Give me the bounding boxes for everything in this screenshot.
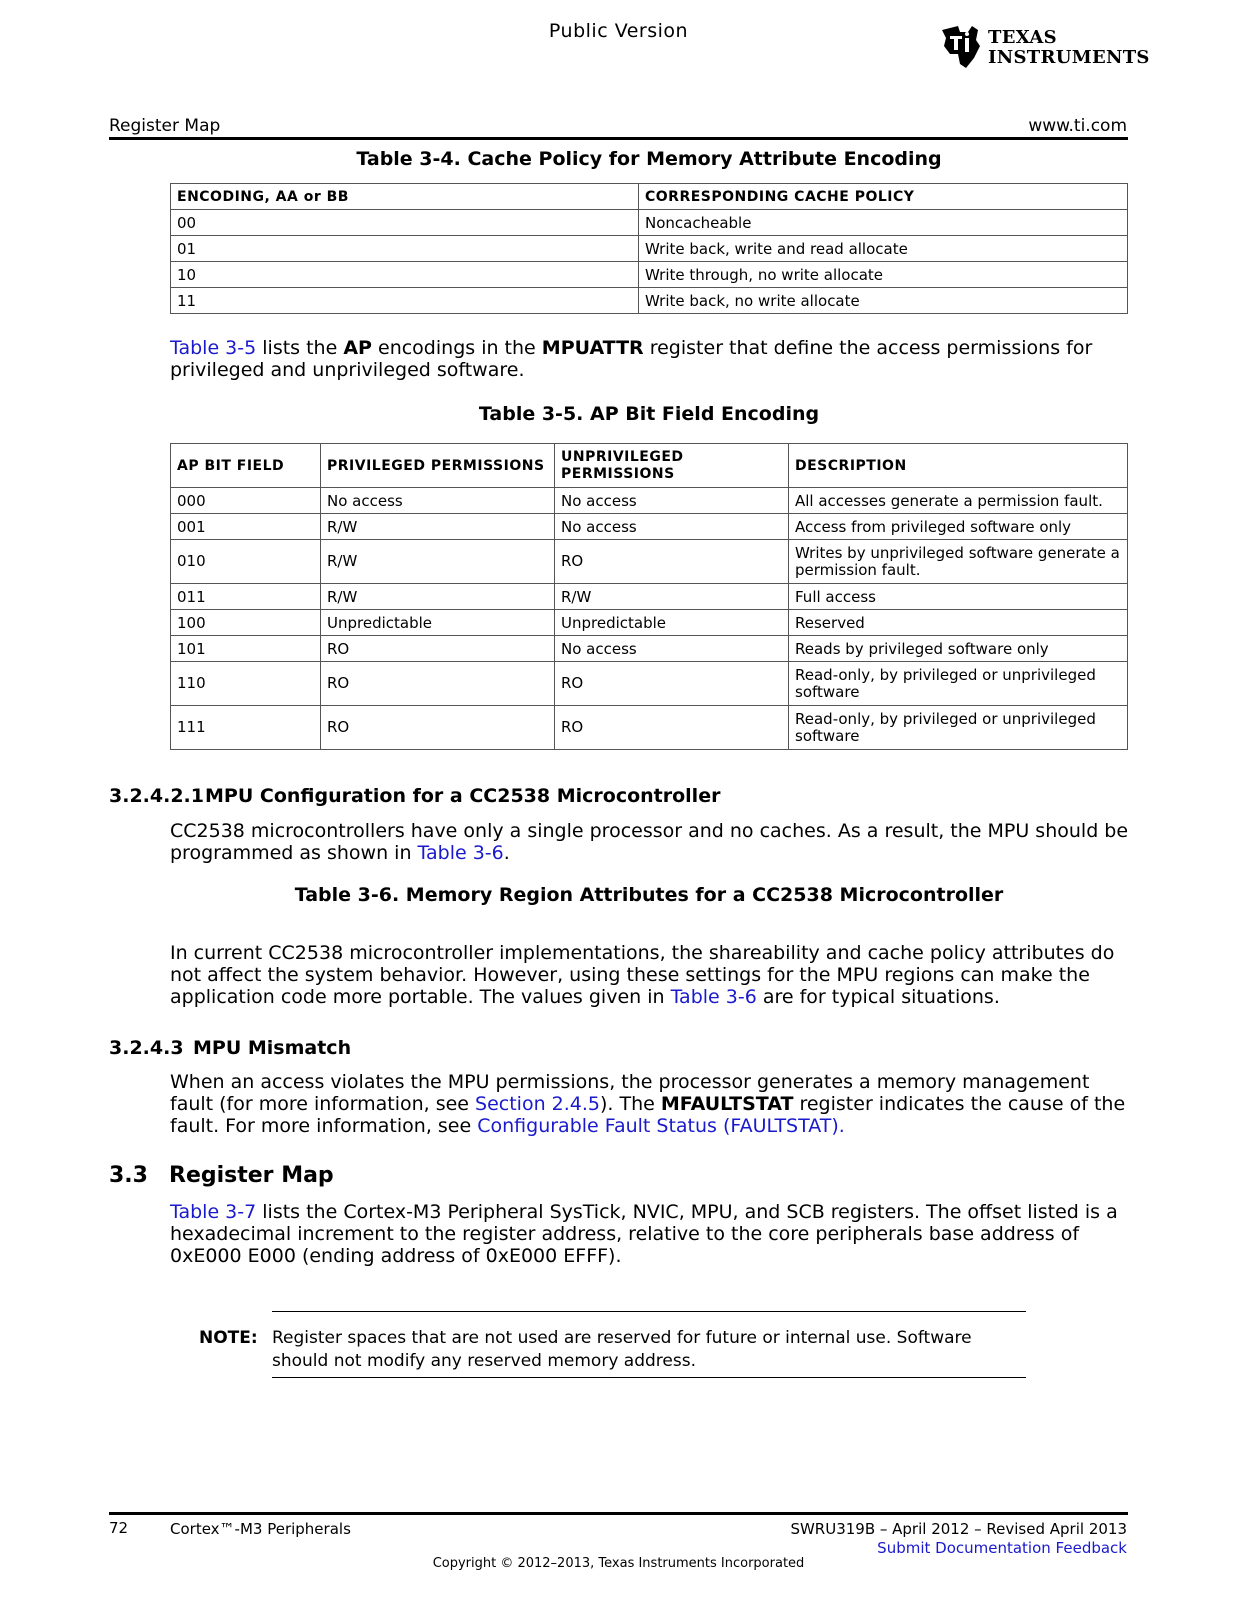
table-cell: RO xyxy=(321,662,555,706)
faultstat-link[interactable]: Configurable Fault Status (FAULTSTAT) xyxy=(477,1115,839,1137)
table-cell: Reads by privileged software only xyxy=(789,636,1128,662)
table-cell: No access xyxy=(555,636,789,662)
table-3-4 xyxy=(170,183,1128,314)
footer-divider xyxy=(109,1512,1128,1515)
mfaultstat-bold: MFAULTSTAT xyxy=(660,1093,794,1115)
text-run: ). The xyxy=(600,1093,661,1115)
text-run: lists the Cortex-M3 Peripheral SysTick, NVIC, MPU, and SCB registers. The offset listed is a hexadecimal increment to the register address, relative to the core peripherals base address of 0xE000 E000 (ending address of 0xE000 EFFF). xyxy=(170,1201,1118,1267)
logo-line-1: TEXAS xyxy=(988,27,1057,48)
table-3-6-link[interactable]: Table 3-6 xyxy=(670,986,757,1008)
table-cell: Write back, write and read allocate xyxy=(639,236,1128,262)
text-run: . xyxy=(838,1115,845,1137)
table-row xyxy=(171,514,1128,540)
ti-logo-icon xyxy=(938,24,982,70)
section-title: MPU Configuration for a CC2538 Microcontroller xyxy=(205,785,721,807)
table-row xyxy=(171,488,1128,514)
table-header-cell: ENCODING, AA or BB xyxy=(171,184,639,210)
shareability-paragraph xyxy=(170,942,1130,1008)
logo-line-2: INSTRUMENTS xyxy=(988,47,1150,68)
ti-logo-text xyxy=(988,28,1150,68)
table-cell: 100 xyxy=(171,610,321,636)
document-id: SWRU319B – April 2012 – Revised April 2013 xyxy=(790,1520,1127,1538)
table-cell: No access xyxy=(555,514,789,540)
table-3-6-link[interactable]: Table 3-6 xyxy=(417,842,504,864)
table-cell: RO xyxy=(555,540,789,584)
table-header-cell: UNPRIVILEGED PERMISSIONS xyxy=(555,444,789,488)
table-cell: R/W xyxy=(321,584,555,610)
note-top-rule xyxy=(272,1311,1026,1312)
section-number: 3.2.4.3 xyxy=(109,1037,184,1059)
table-row xyxy=(171,706,1128,750)
section-3-3-heading xyxy=(109,1163,334,1188)
submit-feedback-link[interactable]: Submit Documentation Feedback xyxy=(877,1539,1127,1557)
table-row xyxy=(171,610,1128,636)
section-3-2-4-3-heading xyxy=(109,1037,351,1059)
text-run: In current CC2538 microcontroller implementations, the shareability and cache policy attributes do not affect the system behavior. However, using these settings for the MPU regions can make the application code more portable. The values given in xyxy=(170,942,1115,1008)
table-cell: 01 xyxy=(171,236,639,262)
table-cell: Write back, no write allocate xyxy=(639,288,1128,314)
table-row xyxy=(171,584,1128,610)
table-3-5-body xyxy=(171,488,1128,750)
table-3-7-link[interactable]: Table 3-7 xyxy=(170,1201,257,1223)
table-cell: Write through, no write allocate xyxy=(639,262,1128,288)
section-3-2-4-3-paragraph xyxy=(170,1071,1130,1137)
table-3-4-body xyxy=(171,210,1128,314)
table-row xyxy=(171,210,1128,236)
ti-logo xyxy=(938,24,1150,70)
table-3-5-link[interactable]: Table 3-5 xyxy=(170,337,257,359)
copyright: Copyright © 2012–2013, Texas Instruments Incorporated xyxy=(432,1556,805,1571)
table-header-cell: CORRESPONDING CACHE POLICY xyxy=(639,184,1128,210)
table-cell: 011 xyxy=(171,584,321,610)
header-divider xyxy=(109,137,1128,140)
table-cell: Noncacheable xyxy=(639,210,1128,236)
table-cell: 00 xyxy=(171,210,639,236)
table-3-4-caption: Table 3-4. Cache Policy for Memory Attribute Encoding xyxy=(356,148,942,170)
text-run: CC2538 microcontrollers have only a single processor and no caches. As a result, the MPU should be programmed as shown in xyxy=(170,820,1129,864)
table-header-cell: PRIVILEGED PERMISSIONS xyxy=(321,444,555,488)
chapter-title: Cortex™-M3 Peripherals xyxy=(170,1520,351,1538)
table-cell: 111 xyxy=(171,706,321,750)
note-label: NOTE: xyxy=(199,1328,258,1348)
table-cell: 11 xyxy=(171,288,639,314)
table-header-cell: DESCRIPTION xyxy=(789,444,1128,488)
mpuattr-bold: MPUATTR xyxy=(541,337,644,359)
text-run: lists the xyxy=(256,337,344,359)
table-cell: 110 xyxy=(171,662,321,706)
table-row xyxy=(171,540,1128,584)
table-cell: 000 xyxy=(171,488,321,514)
section-number: 3.2.4.2.1 xyxy=(109,785,204,807)
table-cell: 101 xyxy=(171,636,321,662)
table-cell: RO xyxy=(555,662,789,706)
table-cell: Reserved xyxy=(789,610,1128,636)
table-cell: RO xyxy=(555,706,789,750)
note-bottom-rule xyxy=(272,1377,1026,1378)
text-run: are for typical situations. xyxy=(756,986,1000,1008)
table-3-5 xyxy=(170,443,1128,750)
section-3-3-paragraph xyxy=(170,1201,1130,1267)
section-3-2-4-2-1-heading xyxy=(109,785,720,807)
table-cell: 001 xyxy=(171,514,321,540)
text-run: When an access violates the MPU permissions, the processor generates a memory management fault (for more information, see xyxy=(170,1071,1090,1115)
table-3-6-caption: Table 3-6. Memory Region Attributes for a CC2538 Microcontroller xyxy=(294,884,1004,906)
table-row xyxy=(171,662,1128,706)
note-text: Register spaces that are not used are reserved for future or internal use. Software should not modify any reserved memory address. xyxy=(272,1328,972,1371)
table-row xyxy=(171,236,1128,262)
public-version-label: Public Version xyxy=(548,20,689,42)
table-cell: Unpredictable xyxy=(321,610,555,636)
table-cell: RO xyxy=(321,636,555,662)
table-cell: No access xyxy=(321,488,555,514)
section-3-2-4-2-1-paragraph xyxy=(170,820,1130,864)
running-header-url[interactable]: www.ti.com xyxy=(1028,116,1127,136)
section-number: 3.3 xyxy=(109,1163,148,1188)
text-run: register indicates the cause of the fault. For more information, see xyxy=(170,1093,1126,1137)
table-cell: Writes by unprivileged software generate a permission fault. xyxy=(789,540,1128,584)
text-run: register that define the access permissions for privileged and unprivileged software. xyxy=(170,337,1093,381)
section-2-4-5-link[interactable]: Section 2.4.5 xyxy=(475,1093,601,1115)
table-cell: 10 xyxy=(171,262,639,288)
table-cell: Read-only, by privileged or unprivileged software xyxy=(789,662,1128,706)
table-row xyxy=(171,262,1128,288)
table-3-5-caption: Table 3-5. AP Bit Field Encoding xyxy=(478,403,820,425)
table-cell: Full access xyxy=(789,584,1128,610)
section-title: MPU Mismatch xyxy=(193,1037,352,1059)
table-cell: Unpredictable xyxy=(555,610,789,636)
table-cell: Read-only, by privileged or unprivileged software xyxy=(789,706,1128,750)
table-cell: R/W xyxy=(555,584,789,610)
table-header-cell: AP BIT FIELD xyxy=(171,444,321,488)
table-cell: R/W xyxy=(321,514,555,540)
table-cell: All accesses generate a permission fault. xyxy=(789,488,1128,514)
table-cell: R/W xyxy=(321,540,555,584)
page-number: 72 xyxy=(109,1519,129,1537)
table-row xyxy=(171,636,1128,662)
running-header-section: Register Map xyxy=(109,116,221,136)
table-cell: Access from privileged software only xyxy=(789,514,1128,540)
section-title: Register Map xyxy=(169,1163,334,1188)
table-cell: No access xyxy=(555,488,789,514)
text-run: encodings in the xyxy=(371,337,542,359)
table-row xyxy=(171,288,1128,314)
text-run: . xyxy=(503,842,510,864)
table-3-5-intro-paragraph xyxy=(170,337,1130,381)
table-cell: 010 xyxy=(171,540,321,584)
table-cell: RO xyxy=(321,706,555,750)
ap-bold: AP xyxy=(343,337,372,359)
